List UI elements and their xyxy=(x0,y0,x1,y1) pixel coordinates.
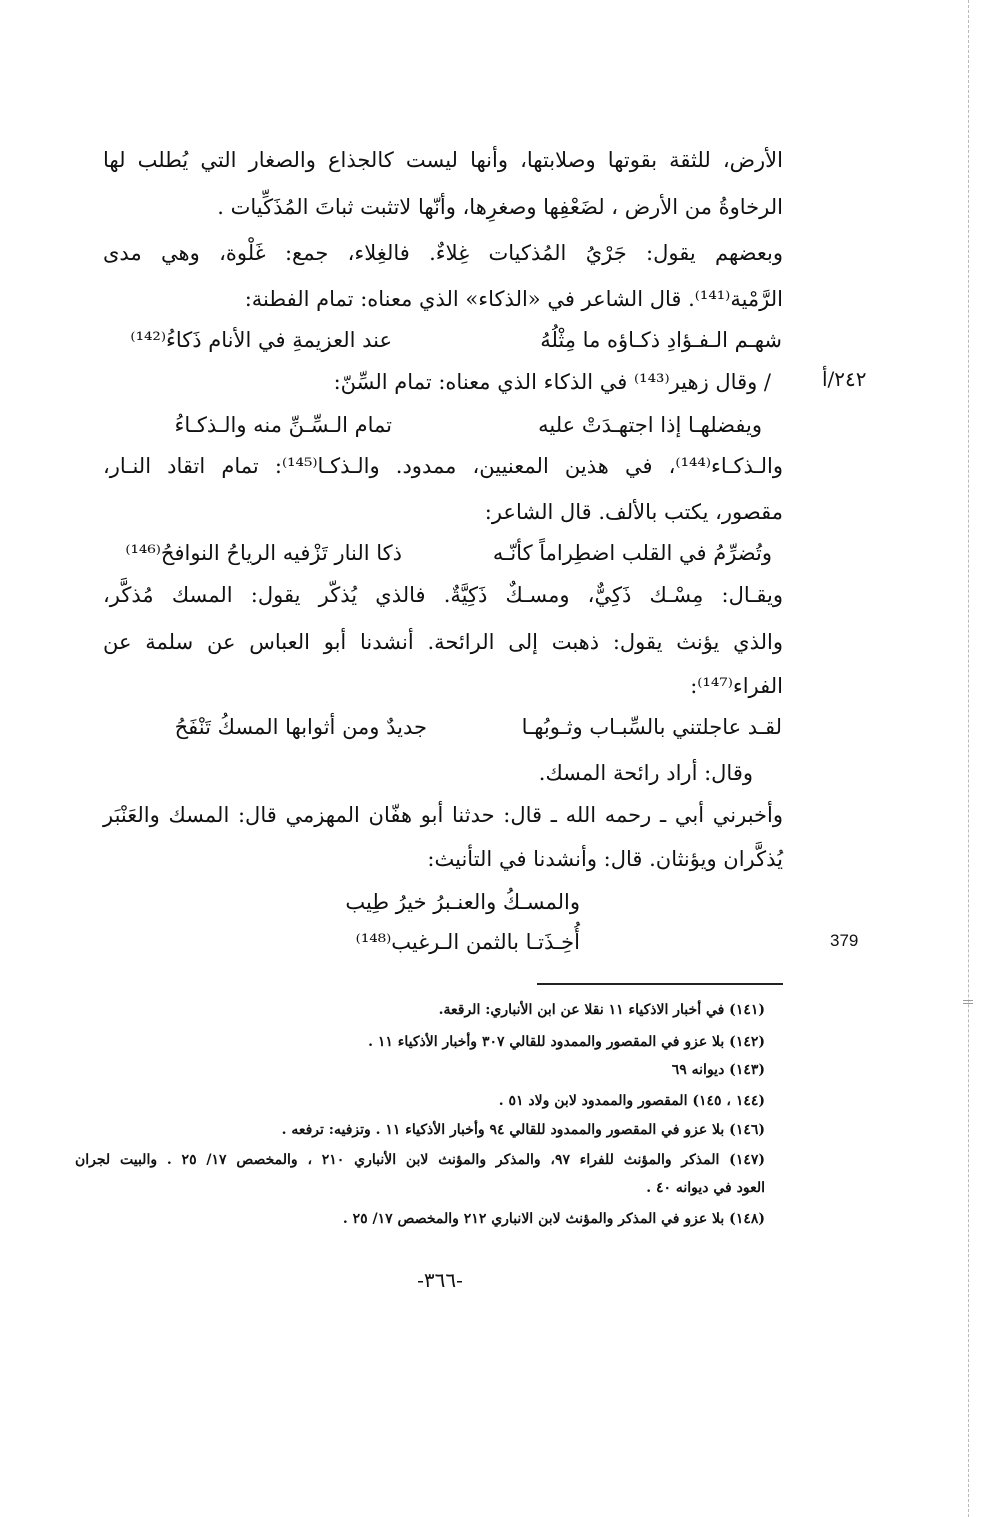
verse-hemistich-left: ذكا النار تَزْفيه الرياحُ النوافحُ⁽¹⁴⁶⁾ xyxy=(125,541,402,565)
body-line: / وقال زهير⁽¹⁴³⁾ في الذكاء الذي معناه: تمام السِّنّ: xyxy=(333,370,771,394)
footnote: (١٤١) في أخبار الاذكياء ١١ نقلا عن ابن الأنباري: الرقعة. xyxy=(438,1002,765,1018)
body-line: الأرض، للثقة بقوتها وصلابتها، وأنها ليست كالجذاع والصغار التي يُطلب لها xyxy=(103,148,783,172)
footnote: (١٤٢) بلا عزو في المقصور والممدود للقالي ٣٠٧ وأخبار الأذكياء ١١ . xyxy=(368,1034,765,1050)
body-line: يُذكَّران ويؤنثان. قال: وأنشدنا في التأنيث: xyxy=(427,847,783,871)
verse-hemistich-left: تمام الـسِّـنِّ منه والـذكـاءُ xyxy=(174,413,392,437)
edge-tick xyxy=(963,1000,973,1001)
body-line: الفراء⁽¹⁴⁷⁾: xyxy=(690,674,783,698)
edge-tick xyxy=(963,1003,973,1004)
footnote-continuation: العود في ديوانه ٤٠ . xyxy=(646,1180,765,1196)
body-line: الرَّمْية⁽¹⁴¹⁾. قال الشاعر في «الذكاء» الذي معناه: تمام الفطنة: xyxy=(244,287,783,311)
body-line: مقصور، يكتب بالألف. قال الشاعر: xyxy=(484,500,783,524)
body-line: ويقـال: مِسْـك ذَكِيٌّ، ومسـكٌ ذَكِيَّةٌ. فالذي يُذكّر يقول: المسك مُذكَّر، xyxy=(103,583,783,607)
verse-hemistich-right: لقـد عاجلتني بالسِّبـاب وثـوبُهـا xyxy=(521,715,782,739)
verse-hemistich-left: عند العزيمةِ في الأنام ذَكاءُ⁽¹⁴²⁾ xyxy=(130,328,392,352)
footnote-separator xyxy=(537,983,783,985)
body-line: وقال: أراد رائحة المسك. xyxy=(538,761,753,785)
verse-line: والمسـكُ والعنـبرُ خيرُ طِيب xyxy=(345,890,580,914)
page-edge-line xyxy=(968,0,969,1517)
footnote: (١٤٣) ديوانه ٦٩ xyxy=(671,1062,765,1078)
footnote: (١٤٧) المذكر والمؤنث للفراء ٩٧، والمذكر والمؤنث لابن الأنباري ٢١٠ ، والمخصص ١٧/ ٢٥ . والبيت لجران xyxy=(75,1152,765,1168)
footnote: (١٤٨) بلا عزو في المذكر والمؤنث لابن الانباري ٢١٢ والمخصص ١٧/ ٢٥ . xyxy=(342,1211,765,1227)
footnote: (١٤٤ ، ١٤٥) المقصور والممدود لابن ولاد ٥١ . xyxy=(498,1093,765,1109)
manuscript-folio-ref: ٢٤٢/أ xyxy=(822,367,867,391)
verse-line: أُخِـذَتـا بالثمن الـرغيب⁽¹⁴⁸⁾ xyxy=(355,930,580,954)
footnote: (١٤٦) بلا عزو في المقصور والممدود للقالي ٩٤ وأخبار الأذكياء ١١ . وتزفيه: ترفعه . xyxy=(281,1122,765,1138)
body-line: والذي يؤنث يقول: ذهبت إلى الرائحة. أنشدنا أبو العباس عن سلمة عن xyxy=(103,630,783,654)
body-line: الرخاوةُ من الأرض ، لضَعْفِها وصغرِها، وأنّها لاتثبت ثباتَ المُذَكِّيات . xyxy=(217,195,783,219)
verse-hemistich-right: ويفضلهـا إذا اجتهـدَتْ عليه xyxy=(538,413,762,437)
body-line: وبعضهم يقول: جَرْيُ المُذكيات غِلاءٌ. فالغِلاء، جمع: غَلْوة، وهي مدى xyxy=(103,241,783,265)
body-line: والـذكـاء⁽¹⁴⁴⁾، في هذين المعنيين، ممدود. والـذكـا⁽¹⁴⁵⁾: تمام اتقاد النـار، xyxy=(103,454,783,478)
verse-hemistich-right: شهـم الـفـؤادِ ذكـاؤه ما مِثْلُهُ xyxy=(540,328,782,352)
body-line: وأخبرني أبي ـ رحمه الله ـ قال: حدثنا أبو هفّان المهزمي قال: المسك والعَنْبَر xyxy=(103,803,783,827)
verse-hemistich-right: وتُضرِّمُ في القلب اضطِراماً كأنّـه xyxy=(492,541,772,565)
original-page-number: 379 xyxy=(830,931,859,950)
page-number: -٣٦٦- xyxy=(417,1268,463,1292)
verse-hemistich-left: جديدٌ ومن أثوابها المسكُ تَنْفَحُ xyxy=(174,715,427,739)
